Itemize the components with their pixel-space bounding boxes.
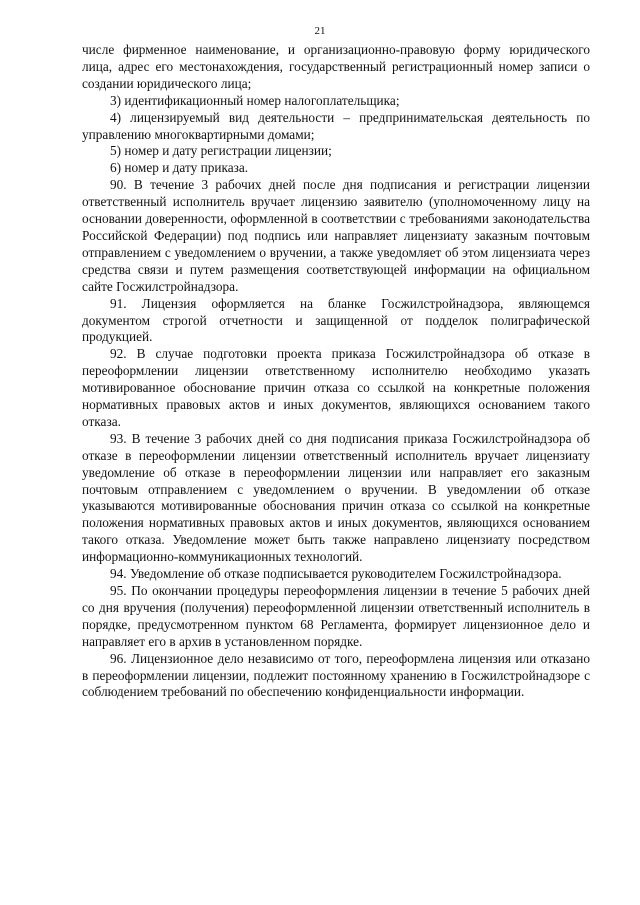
paragraph-94: 94. Уведомление об отказе подписывается руководителем Госжилстройнадзора. <box>110 566 562 582</box>
paragraph-legal-entity-details: числе фирменное наименование, и организационно-правовую форму юридического лица, адрес его местонахождения, государственный регистрационный номер записи о создании юридического лица; <box>82 42 590 91</box>
paragraph-item-5: 5) номер и дату регистрации лицензии; <box>110 143 332 159</box>
paragraph-92: 92. В случае подготовки проекта приказа Госжилстройнадзора об отказе в переоформлении лицензии ответственному исполнителю необходимо указать мотивированное обоснование причин отказа со ссылкой на конкретные положения нормативных правовых актов и иных документов, являющихся основанием такого отказа. <box>82 346 590 429</box>
paragraph-90: 90. В течение 3 рабочих дней после дня подписания и регистрации лицензии ответственный исполнитель вручает лицензию заявителю (уполномоченному лицу на основании доверенности, оформленной в соответствии с требованиями законодательства Российской Федерации) под подпись или направляет лицензиату заказным почтовым отправлением с уведомлением о вручении, а также уведомляет об этом лицензиата через средства связи и путем размещения соответствующей информации на официальном сайте Госжилстройнадзора. <box>82 177 590 294</box>
document-body <box>82 42 590 701</box>
paragraph-95: 95. По окончании процедуры переоформления лицензии в течение 5 рабочих дней со дня вручения (получения) переоформленной лицензии ответственный исполнитель в порядке, предусмотренном пунктом 68 Регламента, формирует лицензионное дело и направляет его в архив в установленном порядке. <box>82 583 590 649</box>
paragraph-91: 91. Лицензия оформляется на бланке Госжилстройнадзора, являющемся документом строгой отчетности и защищенной от подделок полиграфической продукцией. <box>82 295 590 345</box>
paragraph-96: 96. Лицензионное дело независимо от того, переоформлена лицензия или отказано в переоформлении лицензии, подлежит постоянному хранению в Госжилстройнадзоре с соблюдением требований по обеспечению конфиденциальности информации. <box>82 650 590 700</box>
paragraph-item-6: 6) номер и дату приказа. <box>110 160 249 176</box>
paragraph-93: 93. В течение 3 рабочих дней со дня подписания приказа Госжилстройнадзора об отказе в переоформлении лицензии ответственный исполнитель вручает лицензиату уведомление об отказе в переоформлении лицензии или направляет его заказным почтовым отправлением с уведомлением о вручении. В уведомлении об отказе указываются мотивированные обоснования причин отказа со ссылкой на конкретные положения нормативных правовых актов и иных документов, являющихся основанием такого отказа. Уведомление может быть также направлено лицензиату посредством информационно-коммуникационных технологий. <box>82 430 590 565</box>
paragraph-item-4: 4) лицензируемый вид деятельности – предпринимательская деятельность по управлению многоквартирными домами; <box>82 109 590 142</box>
paragraph-item-3: 3) идентификационный номер налогоплательщика; <box>110 92 400 108</box>
page-number: 21 <box>314 25 326 37</box>
